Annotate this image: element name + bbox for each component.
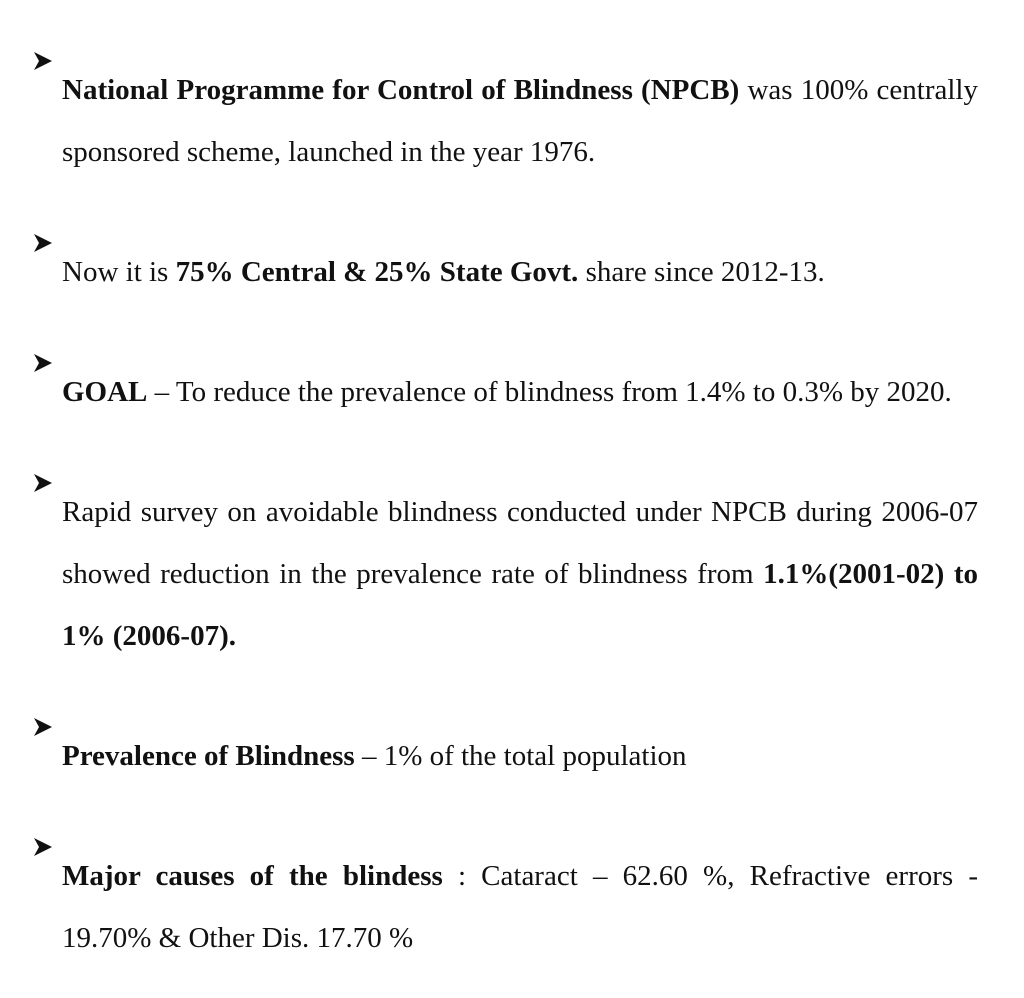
arrowhead-bullet-icon [30,30,62,92]
bullet-bold-text: National Programme for Control of Blindness (NPCB) [62,74,740,106]
bullet-plain-text: – 1% of the total population [354,740,687,772]
bullet-plain-text: : Cataract – 62.60 %, Refractive errors - 19.70% & Other Dis. 17.70 % [62,860,978,954]
slide-content [30,30,978,998]
arrowhead-bullet-icon [30,452,62,514]
bullet-text [62,361,978,423]
bullet-bold-text: GOAL [62,376,148,408]
bullet-text [62,481,978,667]
bullet-npcb-intro [30,30,978,212]
arrowhead-bullet-icon [30,332,62,394]
arrowhead-bullet-icon [30,696,62,758]
bullet-prefix-text: Now it is [62,256,176,288]
arrowhead-bullet-icon [30,212,62,274]
bullet-text [62,845,978,969]
bullet-bold-text: 1.1%(2001-02) to 1% (2006-07). [62,558,978,652]
bullet-rapid-survey [30,452,978,696]
bullet-plain-text: share since 2012-13. [578,256,825,288]
bullet-goal [30,332,978,452]
bullet-plain-text: – To reduce the prevalence of blindness from 1.4% to 0.3% by 2020. [147,376,952,408]
bullet-major-causes [30,816,978,998]
bullet-text [62,725,978,787]
bullet-bold-text: 75% Central & 25% State Govt. [175,256,579,288]
bullet-text [62,241,978,303]
bullet-bold-text: Major causes of the blindess [62,860,443,892]
arrowhead-bullet-icon [30,816,62,878]
bullet-funding-share [30,212,978,332]
bullet-bold-text: Prevalence of Blindness [62,740,355,772]
bullet-prevalence [30,696,978,816]
bullet-plain-text: was 100% centrally sponsored scheme, launched in the year 1976. [62,74,978,168]
bullet-prefix-text: Rapid survey on avoidable blindness conducted under NPCB during 2006-07 showed reduction in the prevalence rate of blindness from [62,496,978,590]
bullet-text [62,59,978,183]
